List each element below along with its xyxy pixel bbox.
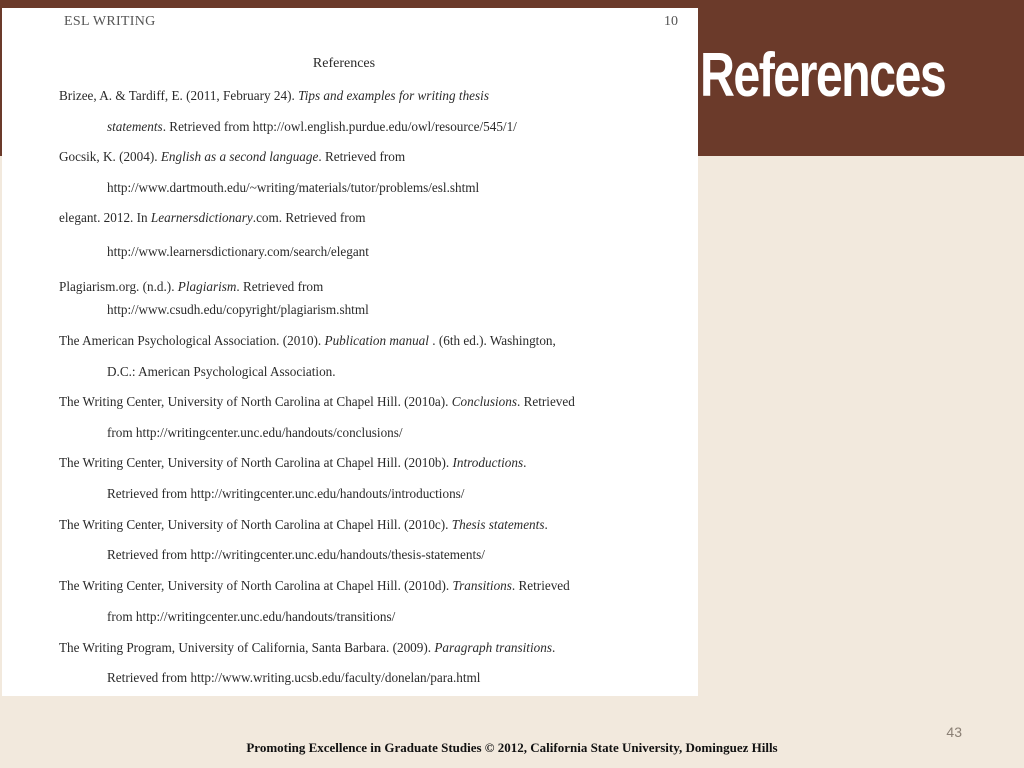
slide-title: References: [700, 41, 946, 110]
reference-line: The American Psychological Association. (2010). Publication manual . (6th ed.). Washington,: [59, 333, 556, 348]
reference-line: Brizee, A. & Tardiff, E. (2011, February 24). Tips and examples for writing thesis: [59, 88, 489, 103]
reference-line: http://www.dartmouth.edu/~writing/materials/tutor/problems/esl.shtml: [107, 180, 480, 195]
reference-line: The Writing Center, University of North Carolina at Chapel Hill. (2010a). Conclusions. Retrieved: [59, 394, 575, 409]
reference-line: Gocsik, K. (2004). English as a second language. Retrieved from: [59, 149, 406, 164]
reference-line: statements. Retrieved from http://owl.english.purdue.edu/owl/resource/545/1/: [107, 119, 517, 134]
reference-line: The Writing Center, University of North Carolina at Chapel Hill. (2010b). Introductions.: [59, 455, 527, 470]
slide-number: 43: [946, 724, 962, 740]
reference-line: from http://writingcenter.unc.edu/handouts/transitions/: [107, 609, 396, 624]
reference-line: Retrieved from http://writingcenter.unc.edu/handouts/introductions/: [107, 486, 465, 501]
reference-line: Retrieved from http://writingcenter.unc.edu/handouts/thesis-statements/: [107, 547, 485, 562]
document-header-title: ESL WRITING: [64, 14, 156, 29]
reference-line: http://www.csudh.edu/copyright/plagiarism.shtml: [107, 302, 369, 317]
slide-footer: Promoting Excellence in Graduate Studies © 2012, California State University, Dominguez Hills: [246, 740, 778, 755]
document-page-number: 10: [664, 14, 678, 29]
reference-line: The Writing Center, University of North Carolina at Chapel Hill. (2010c). Thesis statements.: [59, 517, 548, 532]
reference-line: Plagiarism.org. (n.d.). Plagiarism. Retrieved from: [59, 279, 324, 294]
document-page: [2, 8, 698, 696]
reference-line: from http://writingcenter.unc.edu/handouts/conclusions/: [107, 425, 403, 440]
reference-line: The Writing Center, University of North Carolina at Chapel Hill. (2010d). Transitions. Retrieved: [59, 578, 570, 593]
reference-line: D.C.: American Psychological Association.: [107, 364, 336, 379]
reference-line: http://www.learnersdictionary.com/search/elegant: [107, 244, 369, 259]
reference-line: Retrieved from http://www.writing.ucsb.edu/faculty/donelan/para.html: [107, 670, 481, 685]
reference-line: The Writing Program, University of California, Santa Barbara. (2009). Paragraph transitions.: [59, 640, 556, 655]
reference-line: elegant. 2012. In Learnersdictionary.com. Retrieved from: [59, 210, 366, 225]
document-heading: References: [312, 56, 376, 71]
